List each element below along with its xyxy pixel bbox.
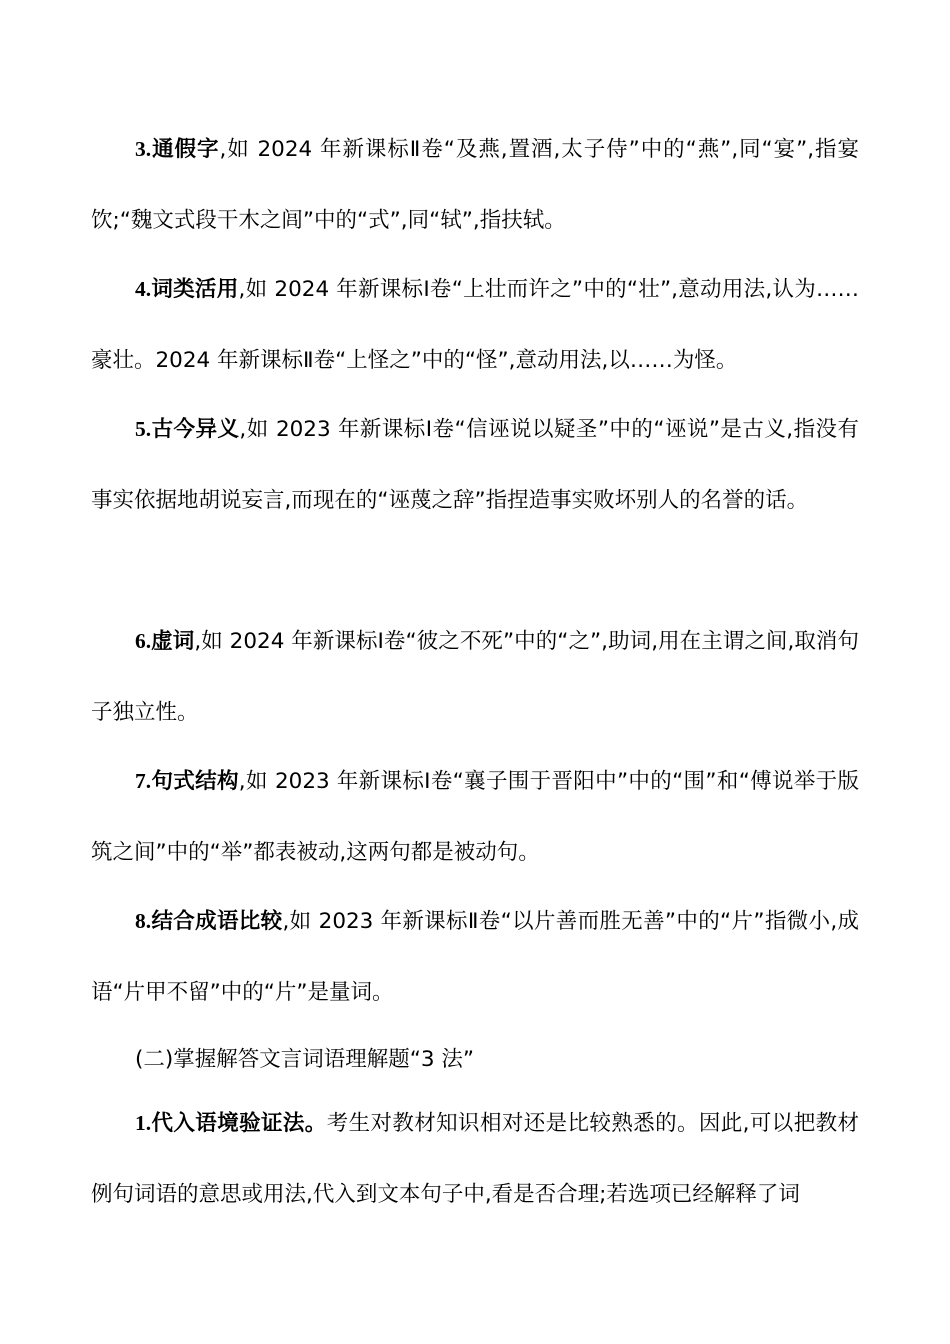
method-text: 考生对教材知识相对还是比较熟悉的。因此,可以把教材例句词语的意思或用法,代入到文本句子中,看是否合理;若选项已经解释了词 xyxy=(91,1111,859,1207)
item-term: 虚词 xyxy=(151,629,195,654)
item-term: 通假字 xyxy=(151,137,220,162)
method-1-context-verification xyxy=(91,1088,859,1230)
item-term: 词类活用 xyxy=(151,277,239,302)
section-heading: (二)掌握解答文言词语理解题“3 法” xyxy=(135,1047,475,1072)
item-number: 4. xyxy=(135,277,152,301)
item-number: 7. xyxy=(135,769,152,793)
item-term: 结合成语比较 xyxy=(151,909,283,934)
item-6-xuci xyxy=(91,606,859,748)
item-5-gujin-yiyi xyxy=(91,394,859,536)
item-text: ,如 2024 年新课标Ⅰ卷“上壮而许之”中的“壮”,意动用法,认为……豪壮。2024 年新课标Ⅱ卷“上怪之”中的“怪”,意动用法,以……为怪。 xyxy=(91,277,859,373)
item-7-jushi-jiegou xyxy=(91,746,859,888)
item-4-cilei-huoyong xyxy=(91,254,859,396)
item-number: 5. xyxy=(135,417,152,441)
method-number: 1. xyxy=(135,1111,152,1135)
item-text: ,如 2023 年新课标Ⅰ卷“襄子围于晋阳中”中的“围”和“傅说举于版筑之间”中的“举”都表被动,这两句都是被动句。 xyxy=(91,769,859,865)
item-term: 句式结构 xyxy=(151,769,239,794)
item-term: 古今异义 xyxy=(151,417,240,442)
item-number: 8. xyxy=(135,909,152,933)
item-3-tongjiazi xyxy=(91,114,859,256)
method-term: 代入语境验证法。 xyxy=(151,1111,327,1136)
item-text: ,如 2023 年新课标Ⅰ卷“信诬说以疑圣”中的“诬说”是古义,指没有事实依据地胡说妄言,而现在的“诬蔑之辞”指捏造事实败坏别人的名誉的话。 xyxy=(91,417,859,513)
item-number: 3. xyxy=(135,137,152,161)
item-text: ,如 2024 年新课标Ⅱ卷“及燕,置酒,太子侍”中的“燕”,同“宴”,指宴饮;“魏文式段干木之闾”中的“式”,同“轼”,指扶轼。 xyxy=(91,137,859,233)
item-number: 6. xyxy=(135,629,152,653)
item-text: ,如 2023 年新课标Ⅱ卷“以片善而胜无善”中的“片”指微小,成语“片甲不留”中的“片”是量词。 xyxy=(91,909,859,1005)
item-8-chengyu-bijiao xyxy=(91,886,859,1028)
item-text: ,如 2024 年新课标Ⅰ卷“彼之不死”中的“之”,助词,用在主谓之间,取消句子独立性。 xyxy=(91,629,859,725)
